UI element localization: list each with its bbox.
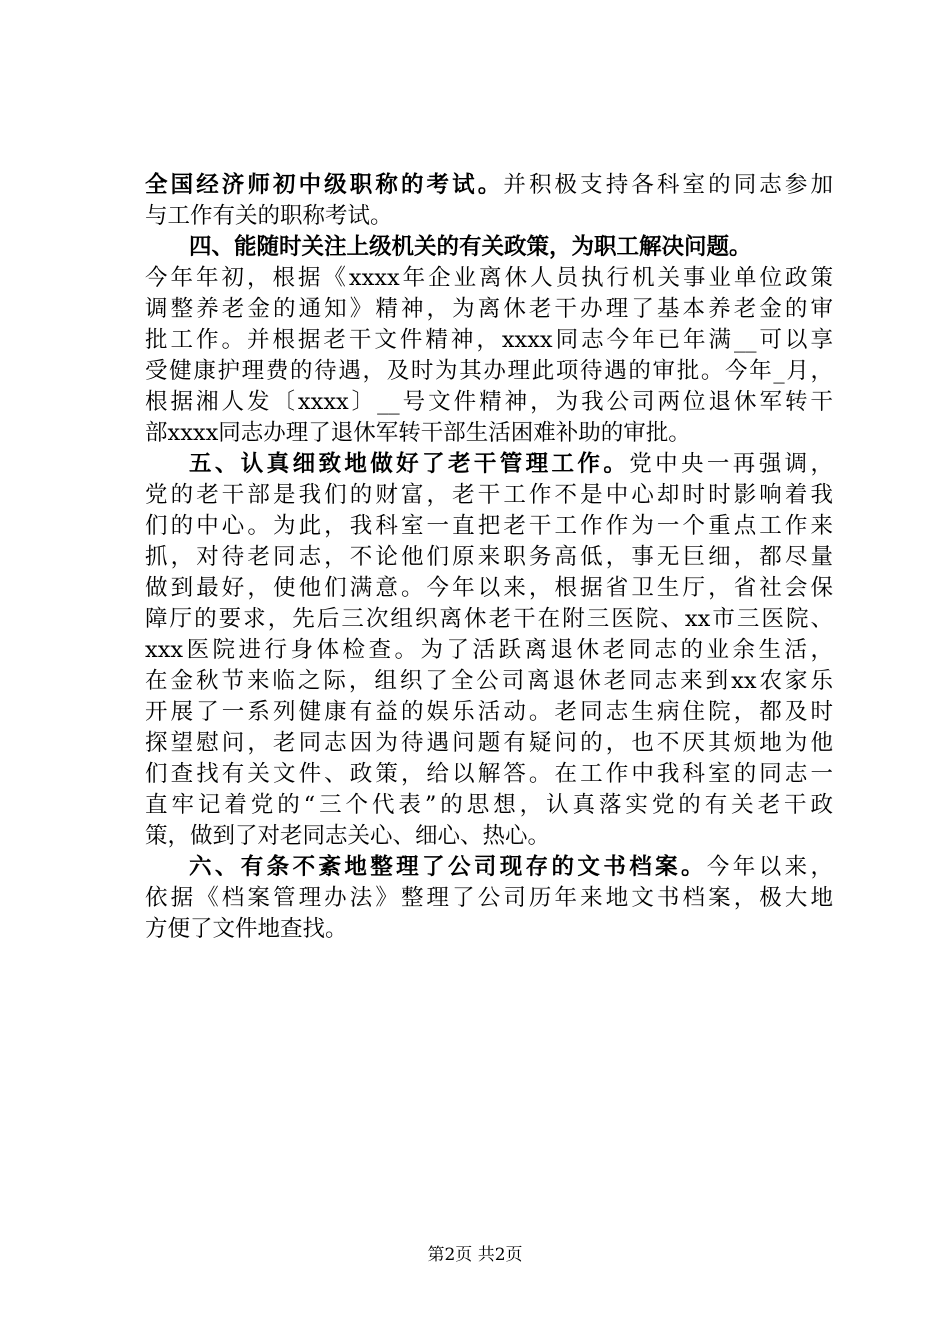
line-text: 方便了文件地查找。 bbox=[145, 916, 348, 942]
bold-phrase: 四、能随时关注上级机关的有关政策，为职工解决问题。 bbox=[189, 234, 752, 260]
section-heading-4 bbox=[145, 232, 833, 263]
text-line bbox=[145, 387, 833, 418]
section-heading-6 bbox=[145, 852, 833, 883]
line-text: 批工作。并根据老干文件精神，xxxx同志今年已年满__可以享 bbox=[145, 327, 833, 353]
line-text: 依据《档案管理办法》整理了公司历年来地文书档案，极大地 bbox=[145, 885, 833, 911]
bold-phrase: 全国经济师初中级职称的考试。 bbox=[145, 172, 504, 198]
bold-phrase: 六、有条不紊地整理了公司现存的文书档案。 bbox=[189, 854, 707, 880]
text-line bbox=[145, 542, 833, 573]
line-text: 开展了一系列健康有益的娱乐活动。老同志生病住院，都及时 bbox=[145, 699, 833, 725]
line-text: 做到最好，使他们满意。今年以来，根据省卫生厅，省社会保 bbox=[145, 575, 833, 601]
line-text: 策，做到了对老同志关心、细心、热心。 bbox=[145, 823, 551, 849]
line-text: 并积极支持各科室的同志参加 bbox=[503, 172, 833, 198]
line-text: 在金秋节来临之际，组织了全公司离退休老同志来到xx农家乐 bbox=[145, 668, 833, 694]
text-line bbox=[145, 480, 833, 511]
line-text: 与工作有关的职称考试。 bbox=[145, 203, 393, 229]
line-text: 障厅的要求，先后三次组织离休老干在附三医院、xx市三医院、 bbox=[145, 606, 833, 632]
text-line bbox=[145, 325, 833, 356]
line-text: 们的中心。为此，我科室一直把老干工作作为一个重点工作来 bbox=[145, 513, 833, 539]
line-text: 受健康护理费的待遇，及时为其办理此项待遇的审批。今年_月， bbox=[145, 358, 833, 384]
text-line bbox=[145, 511, 833, 542]
text-line bbox=[145, 635, 833, 666]
text-line bbox=[145, 201, 833, 232]
text-line bbox=[145, 294, 833, 325]
line-text: 今年以来， bbox=[706, 854, 833, 880]
bold-phrase: 五、认真细致地做好了老干管理工作。 bbox=[189, 451, 630, 477]
text-line bbox=[145, 666, 833, 697]
text-line bbox=[145, 759, 833, 790]
text-line bbox=[145, 263, 833, 294]
text-line bbox=[145, 728, 833, 759]
text-line bbox=[145, 170, 833, 201]
line-text: 们查找有关文件、政策，给以解答。在工作中我科室的同志一 bbox=[145, 761, 833, 787]
text-line bbox=[145, 790, 833, 821]
section-heading-5 bbox=[145, 449, 833, 480]
line-text: xxx医院进行身体检查。为了活跃离退休老同志的业余生活， bbox=[145, 637, 833, 663]
line-text: 根据湘人发〔xxxx〕__号文件精神，为我公司两位退休军转干 bbox=[145, 389, 833, 415]
text-line bbox=[145, 604, 833, 635]
line-text: 部xxxx同志办理了退休军转干部生活困难补助的审批。 bbox=[145, 420, 691, 446]
line-text: 抓，对待老同志，不论他们原来职务高低，事无巨细，都尽量 bbox=[145, 544, 833, 570]
text-line bbox=[145, 573, 833, 604]
text-line bbox=[145, 883, 833, 914]
text-line bbox=[145, 697, 833, 728]
line-text: 调整养老金的通知》精神，为离休老干办理了基本养老金的审 bbox=[145, 296, 833, 322]
text-line bbox=[145, 418, 833, 449]
line-text: 党中央一再强调， bbox=[629, 451, 833, 477]
line-text: 直牢记着党的“三个代表”的思想，认真落实党的有关老干政 bbox=[145, 792, 833, 818]
text-line bbox=[145, 821, 833, 852]
text-line bbox=[145, 356, 833, 387]
text-line bbox=[145, 914, 833, 945]
page-number-footer: 第2页 共2页 bbox=[427, 1245, 523, 1265]
line-text: 今年年初，根据《xxxx年企业离休人员执行机关事业单位政策 bbox=[145, 265, 833, 291]
line-text: 探望慰问，老同志因为待遇问题有疑问的，也不厌其烦地为他 bbox=[145, 730, 833, 756]
document-body bbox=[145, 170, 833, 945]
line-text: 党的老干部是我们的财富，老干工作不是中心却时时影响着我 bbox=[145, 482, 833, 508]
